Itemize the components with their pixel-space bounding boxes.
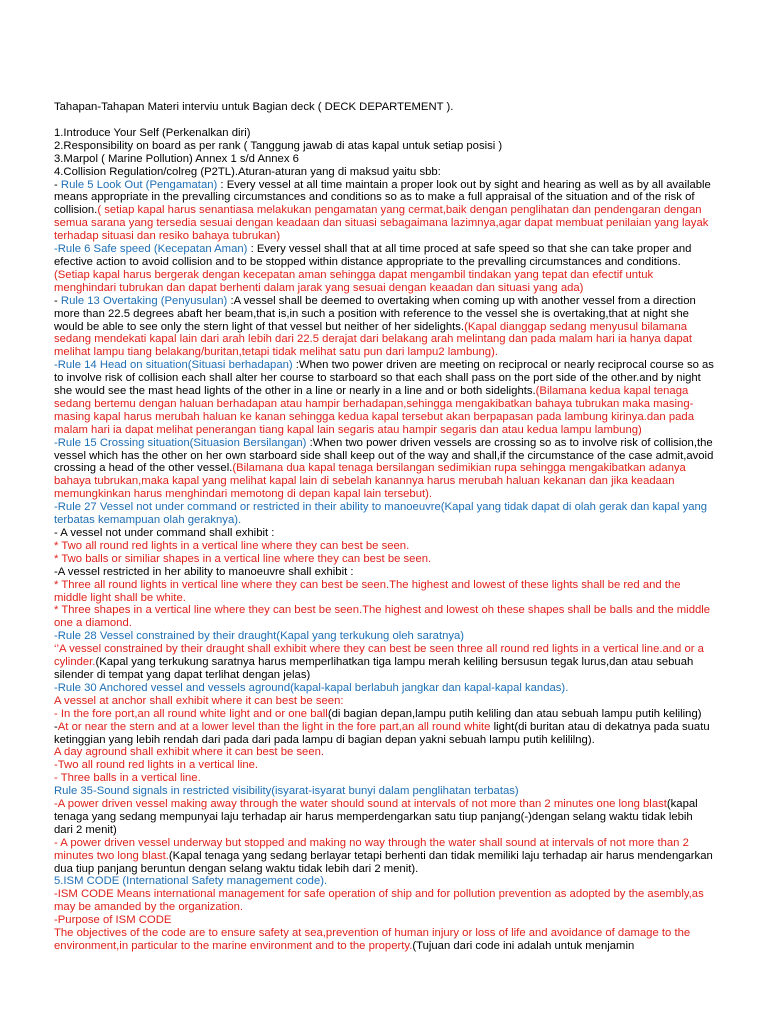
- text-run: -: [54, 720, 58, 733]
- paragraph: [54, 875, 714, 888]
- text-run: light(di buritan atau di dekatnya pada suatu ketinggian yang lebih rendah dari pada dari pada lampu di bagian depan yakni sebuah lampu putih kelililng).: [54, 720, 710, 746]
- text-run: : Every vessel at all time maintain a proper look out by sight and hearing as well as by all available means appropriate in the prevalling circumstances and conditions so as to make a full appraisal of the situation and of the risk of collision.: [54, 178, 711, 217]
- paragraph: [54, 359, 714, 436]
- text-run: :When two power driven vessels are crossing so as to involve risk of collision,the vessel which has the other on her own starboard side shall keep out of the way and shall,if the circumstance of the case admit,avoid crossing a head of the other vessel.: [54, 436, 714, 475]
- paragraph: [54, 759, 714, 772]
- text-run: * Two balls or similiar shapes in a vertical line where they can best be seen.: [54, 552, 432, 565]
- text-run: (kapal tenaga yang sedang mempunyai laju terhadap air harus memperdengarkan satu tiup panjang(-)dengan selang waktu tidak lebih dari 2 menit): [54, 798, 698, 836]
- text-run: The objectives of the code are to ensure safety at sea,prevention of human injury or loss of life and avoidance of damage to the environment,in particular to the marine environment and to the property.: [54, 927, 691, 952]
- text-run: - Three balls in a vertical line.: [54, 772, 201, 785]
- text-run: * Three all round lights in vertical line where they can best be seen.The highest and lowest of these lights shall be red and the middle light shall be white.: [54, 578, 681, 604]
- paragraph: [54, 566, 714, 579]
- text-run: -Rule 15 Crossing situation(Situasion Bersilangan): [54, 436, 310, 449]
- text-run: (Bilamana dua kapal tenaga bersilangan sedimikian rupa sehingga mengakibatkan adanya bahaya tubrukan,maka kapal yang melihat kapal lain di sebelah kanannya harus merubah haluan kekanan dan jika keadaan memungkinkan harus menghindari memotong di depan kapal lain tersebut).: [54, 462, 686, 501]
- text-run: -Rule 27 Vessel not under command or restricted in their ability to manoeuvre(Kapal yang tidak dapat di olah gerak dan kapal yang terbatas kemampuan olah geraknya).: [54, 501, 708, 527]
- paragraph: [54, 837, 714, 876]
- text-run: - In the fore port,an all round white light and or one ball: [54, 707, 328, 720]
- paragraph: [54, 643, 714, 682]
- text-run: A vessel at anchor shall exhibit where it can best be seen:: [54, 694, 344, 707]
- text-run: :A vessel shall be deemed to overtaking when coming up with another vessel from a direction more than 22.5 degrees abaft her beam,that is,in such a position with reference to the vessel she is overtaking,that at night she would be able to see only the stern light of that vessel but neither of her sidelights.: [54, 294, 696, 333]
- text-run: 4.Collision Regulation/colreg (P2TL).Aturan-aturan yang di maksud yaitu sbb:: [54, 165, 441, 178]
- text-run: Rule 5 Look Out (Pengamatan): [60, 178, 221, 191]
- paragraph: [54, 153, 714, 166]
- paragraph: [54, 553, 714, 566]
- text-run: : Every vessel shall that at all time proced at safe speed so that she can take proper and efective action to avoid collision and to be stopped within distance appropriate to the prevalling circumstances and conditions.: [54, 243, 692, 268]
- text-run: Tahapan-Tahapan Materi interviu untuk Bagian deck ( DECK DEPARTEMENT ).: [54, 101, 454, 113]
- text-run: -Rule 30 Anchored vessel and vessels aground(kapal-kapal berlabuh jangkar dan kapal-kapal kandas).: [54, 681, 569, 694]
- text-run: 1.Introduce Your Self (Perkenalkan diri): [54, 126, 251, 139]
- paragraph: [54, 527, 714, 540]
- text-run: 5.ISM CODE (International Safety management code).: [54, 875, 328, 888]
- paragraph: [54, 721, 714, 747]
- text-run: ‘’A vessel constrained by their draught shall exhibit where they can best be seen three all round red lights in a vertical line.and or a cylinder.: [54, 643, 704, 669]
- text-run: -: [54, 294, 61, 307]
- paragraph: [54, 243, 714, 295]
- text-run: A day aground shall exhibit where it can best be seen.: [54, 746, 325, 759]
- text-run: -A vessel restricted in her ability to manoeuvre shall exhibit :: [54, 565, 354, 578]
- text-run: -Rule 14 Head on situation(Situasi berhadapan): [54, 359, 296, 372]
- text-run: -: [54, 178, 61, 191]
- text-run: (Bilamana kedua kapal tenaga sedang bertemu dengan haluan berhadapan atau hampir berhadapan,sehingga mengakibatkan bahaya tubrukan maka masing-masing kapal harus merubah haluan ke kanan sehingga kedua kapal tersebut akan berpapasan pada lambung kirinya.dan pada malam hari ia dapat melihat penerangan tiang kapal lain segaris atau hampir segaris dan atau kedua lampu lambung): [54, 385, 694, 436]
- paragraph: [54, 166, 714, 179]
- text-run: -Rule 28 Vessel constrained by their draught(Kapal yang terkukung oleh saratnya): [54, 630, 465, 643]
- paragraph: [54, 798, 714, 837]
- text-run: Rule 13 Overtaking (Penyusulan): [60, 294, 231, 307]
- text-run: -A power driven vessel making away through the water should sound at intervals of not more than 2 minutes one long blast: [54, 798, 667, 811]
- paragraph: [54, 437, 714, 502]
- paragraph: [54, 140, 714, 153]
- paragraph: [54, 179, 714, 244]
- text-run: (Kapal yang terkukung saratnya harus memperlihatkan tiga lampu merah keliling bersusun tegak lurus,dan atau sebuah silender di tempat yang dapat terlihat dengan jelas): [54, 656, 694, 681]
- paragraph: [54, 927, 714, 953]
- document-body: [54, 101, 714, 953]
- text-run: -Rule 6 Safe speed (Kecepatan Aman): [54, 243, 251, 256]
- text-run: - A vessel not under command shall exhibit :: [54, 527, 275, 539]
- text-run: (Setiap kapal harus bergerak dengan kecepatan aman sehingga dapat mengambil tindakan yang tepat dan efectif untuk menghindari tubrukan dan dapat berhenti dalam jarak yang sesuai dengan keaadan dan situasi yang ada): [54, 268, 654, 294]
- paragraph: [54, 746, 714, 759]
- text-run: -ISM CODE Means international management for safe operation of ship and for pollution prevention as adopted by the asembly,as may be amanded by the organization.: [54, 888, 704, 914]
- blank-line: [54, 114, 714, 127]
- paragraph: [54, 630, 714, 643]
- paragraph: [54, 708, 714, 721]
- paragraph: [54, 579, 714, 605]
- text-run: * Two all round red lights in a vertical line where they can best be seen.: [54, 539, 410, 552]
- paragraph: [54, 604, 714, 630]
- paragraph: [54, 501, 714, 527]
- paragraph: [54, 914, 714, 927]
- text-run: At or near the stern and at a lower level than the light in the fore part,an all round white: [57, 720, 494, 733]
- paragraph: [54, 127, 714, 140]
- paragraph: [54, 785, 714, 798]
- text-run: (Kapal dianggap sedang menyusul bilamana sedang mendekati kapal lain dari arah lebih dari 22.5 derajat dari belakang arah melintang dan pada malam hari ia hanya dapat melihat lampu tiang belakang/buritan,tetapi tidak melihat satu pun dari lampu2 lambung).: [54, 320, 693, 359]
- text-run: 2.Responsibility on board as per rank ( Tanggung jawab di atas kapal untuk setiap posisi ): [54, 139, 503, 152]
- paragraph: [54, 682, 714, 695]
- text-run: - A power driven vessel underway but stopped and making no way through the water shall sound at intervals of not more than 2 minutes two long blast.: [54, 836, 689, 862]
- paragraph: [54, 695, 714, 708]
- text-run: (Kapal tenaga yang sedang berlayar tetapi berhenti dan tidak memiliki laju terhadap air harus mendengarkan dua tiup panjang beruntun dengan selang waktu tidak lebih dari 2 menit).: [54, 849, 713, 875]
- text-run: -Two all round red lights in a vertical line.: [54, 759, 259, 772]
- text-run: -Purpose of ISM CODE: [54, 914, 172, 927]
- text-run: ( setiap kapal harus senantiasa melakukan pengamatan yang cermat,baik dengan penglihatan dan pendengaran dengan semua sarana yang tersedia sesuai dengan keadaan dan situasi sebagaimana lazimnya,agar dapat membuat penilaian yang layak terhadap situasi dan resiko bahaya tubrukan): [54, 204, 709, 243]
- text-run: Rule 35-Sound signals in restricted visibility(isyarat-isyarat bunyi dalam penglihatan terbatas): [54, 785, 519, 798]
- paragraph: [54, 295, 714, 360]
- paragraph: [54, 101, 714, 114]
- paragraph: [54, 888, 714, 914]
- text-run: * Three shapes in a vertical line where they can best be seen.The highest and lowest oh these shapes shall be balls and the middle one a diamond.: [54, 604, 711, 630]
- text-run: 3.Marpol ( Marine Pollution) Annex 1 s/d Annex 6: [54, 152, 299, 165]
- paragraph: [54, 772, 714, 785]
- text-run: (Tujuan dari code ini adalah untuk menjamin: [412, 940, 635, 952]
- text-run: (di bagian depan,lampu putih keliling dan atau sebuah lampu putih keliling): [327, 707, 702, 720]
- paragraph: [54, 540, 714, 553]
- text-run: :When two power driven are meeting on reciprocal or nearly reciprocal course so as to involve risk of collision each shall alter her course to starboard so that each shall pass on the port side of the other.and by night she would see the mast head lights of the other in a line or nearly in a line and or both sidelights.: [54, 359, 714, 398]
